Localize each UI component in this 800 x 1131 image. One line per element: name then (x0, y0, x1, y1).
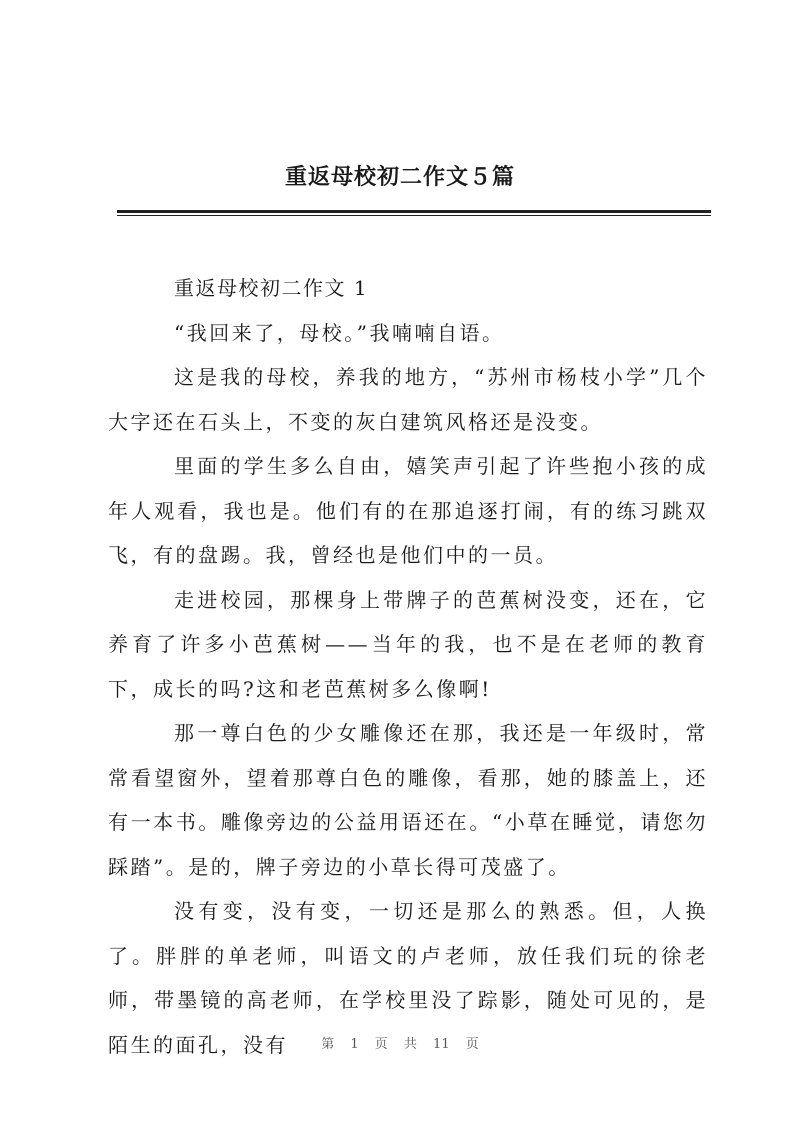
page-footer: 第 1 页 共 11 页 (321, 1037, 479, 1052)
paragraph: 里面的学生多么自由，嬉笑声引起了许些抱小孩的成年人观看，我也是。他们有的在那追逐打闹，有的练习跳双飞，有的盘踢。我，曾经也是他们中的一员。 (108, 454, 708, 567)
paragraph: 没有变，没有变，一切还是那么的熟悉。但，人换了。胖胖的单老师，叫语文的卢老师，放任我们玩的徐老师，带墨镜的高老师，在学校里没了踪影，随处可见的，是陌生的面孔，没有 (108, 899, 708, 1057)
document-body (108, 266, 708, 1067)
paragraph: “我回来了，母校。”我喃喃自语。 (174, 320, 505, 345)
paragraph: 这是我的母校，养我的地方，“苏州市杨枝小学”几个大字还在石头上，不变的灰白建筑风格还是没变。 (108, 365, 708, 434)
document-title: 重返母校初二作文５篇 (284, 164, 515, 190)
title-divider-thin (117, 215, 711, 216)
section-heading: 重返母校初二作文 1 (174, 276, 369, 300)
title-divider-thick (117, 210, 711, 213)
paragraph: 那一尊白色的少女雕像还在那，我还是一年级时，常常看望窗外，望着那尊白色的雕像，看那，她的膝盖上，还有一本书。雕像旁边的公益用语还在。“小草在睡觉，请您勿踩踏”。是的，牌子旁边的小草长得可茂盛了。 (108, 721, 708, 879)
paragraph: 走进校园，那棵身上带牌子的芭蕉树没变，还在，它养育了许多小芭蕉树——当年的我，也不是在老师的教育下，成长的吗?这和老芭蕉树多么像啊! (108, 587, 708, 701)
